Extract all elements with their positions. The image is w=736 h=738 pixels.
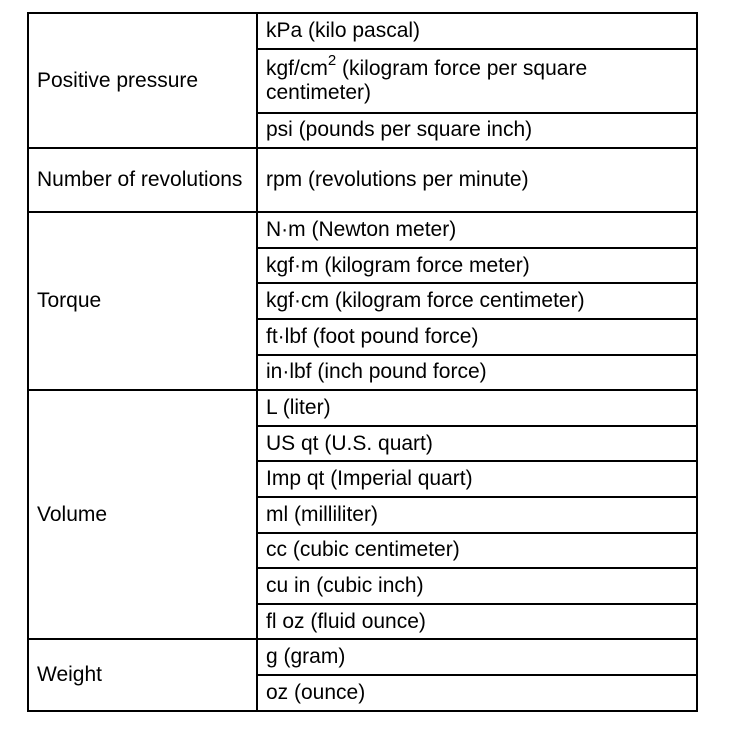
unit-cell: kgf·cm (kilogram force centimeter): [257, 283, 697, 319]
table-row: [28, 390, 697, 426]
unit-cell: rpm (revolutions per minute): [257, 148, 697, 212]
unit-cell: US qt (U.S. quart): [257, 426, 697, 462]
units-table: [27, 12, 698, 712]
unit-cell: N·m (Newton meter): [257, 212, 697, 248]
unit-cell: kgf·m (kilogram force meter): [257, 248, 697, 284]
unit-cell: cc (cubic centimeter): [257, 533, 697, 569]
unit-cell: Imp qt (Imperial quart): [257, 461, 697, 497]
table-row: [28, 639, 697, 675]
unit-cell: g (gram): [257, 639, 697, 675]
unit-cell: psi (pounds per square inch): [257, 113, 697, 149]
unit-cell: fl oz (fluid ounce): [257, 604, 697, 640]
table-row: [28, 212, 697, 248]
unit-cell: ft·lbf (foot pound force): [257, 319, 697, 355]
unit-cell: in·lbf (inch pound force): [257, 355, 697, 391]
unit-cell: ml (milliliter): [257, 497, 697, 533]
unit-cell: [257, 49, 697, 113]
table-row: [28, 13, 697, 49]
category-positive-pressure: Positive pressure: [28, 13, 257, 148]
table-row: [28, 148, 697, 212]
category-volume: Volume: [28, 390, 257, 639]
unit-cell: oz (ounce): [257, 675, 697, 711]
category-revolutions: Number of revolutions: [28, 148, 257, 212]
unit-cell: L (liter): [257, 390, 697, 426]
unit-base: kgf/cm: [266, 56, 328, 80]
category-torque: Torque: [28, 212, 257, 390]
unit-cell: kPa (kilo pascal): [257, 13, 697, 49]
unit-description: (kilogram force per square centimeter): [266, 56, 588, 104]
unit-exponent: 2: [327, 51, 337, 69]
category-weight: Weight: [28, 639, 257, 710]
unit-cell: cu in (cubic inch): [257, 568, 697, 604]
